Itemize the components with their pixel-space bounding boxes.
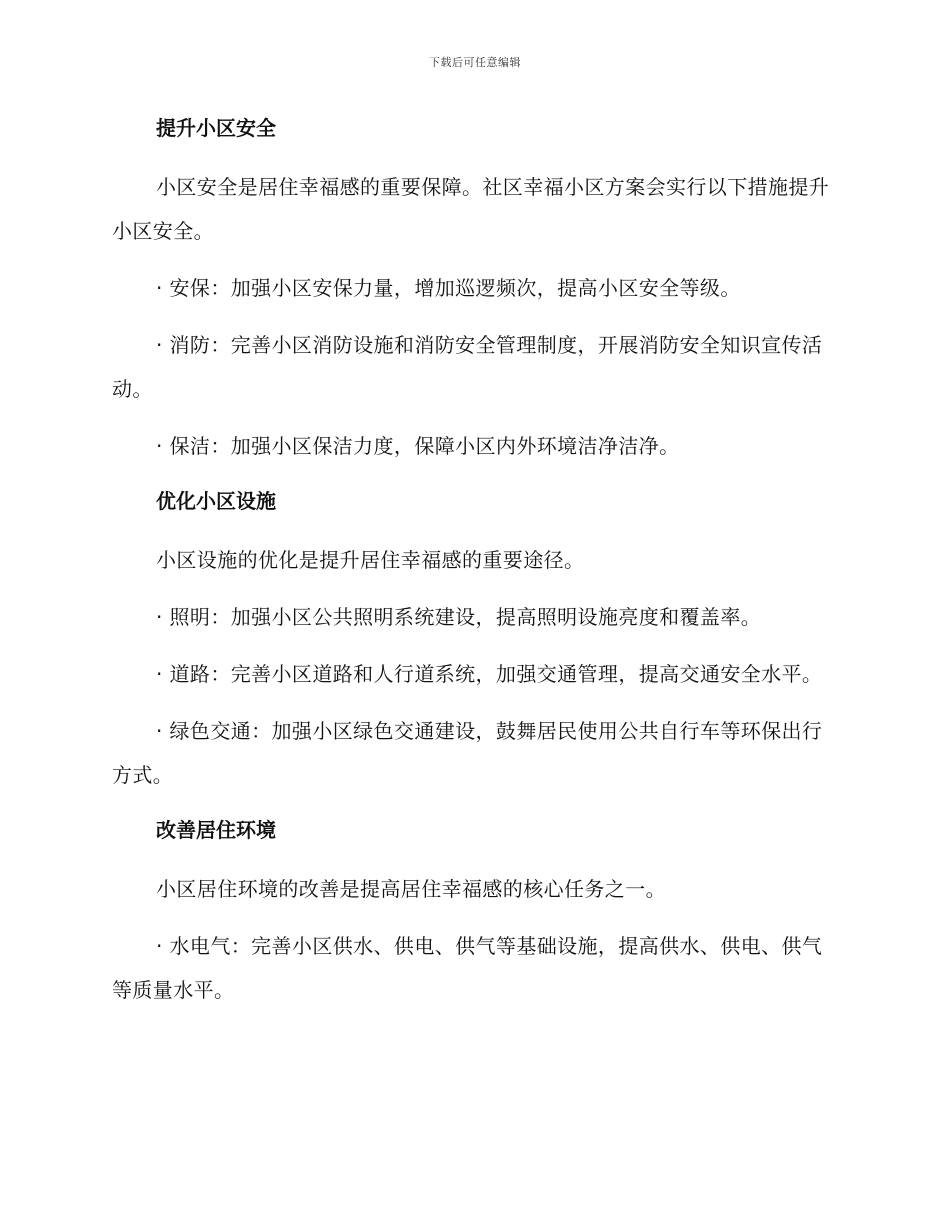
paragraph: 小区安全是居住幸福感的重要保障。社区幸福小区方案会实行以下措施提升小区安全。 bbox=[112, 175, 830, 243]
bullet-item: · 水电气：完善小区供水、供电、供气等基础设施，提高供水、供电、供气等质量水平。 bbox=[112, 934, 823, 1002]
paragraph: 小区居住环境的改善是提高居住幸福感的核心任务之一。 bbox=[156, 877, 666, 901]
bullet-item: · 保洁：加强小区保洁力度，保障小区内外环境洁净洁净。 bbox=[156, 434, 680, 458]
section-heading: 优化小区设施 bbox=[156, 489, 276, 513]
bullet-item: · 消防：完善小区消防设施和消防安全管理制度，开展消防安全知识宣传活动。 bbox=[112, 333, 823, 401]
paragraph: 小区设施的优化是提升居住幸福感的重要途径。 bbox=[156, 548, 585, 572]
section-heading: 改善居住环境 bbox=[156, 818, 276, 842]
section-heading: 提升小区安全 bbox=[156, 116, 276, 140]
bullet-item: · 安保：加强小区安保力量，增加巡逻频次，提高小区安全等级。 bbox=[156, 276, 741, 300]
bullet-item: · 绿色交通：加强小区绿色交通建设，鼓舞居民使用公共自行车等环保出行方式。 bbox=[112, 719, 823, 787]
document-body bbox=[112, 108, 832, 1025]
header-note: 下载后可任意编辑 bbox=[429, 56, 521, 69]
bullet-item: · 道路：完善小区道路和人行道系统，加强交通管理，提高交通安全水平。 bbox=[156, 662, 823, 686]
bullet-item: · 照明：加强小区公共照明系统建设，提高照明设施亮度和覆盖率。 bbox=[156, 605, 762, 629]
